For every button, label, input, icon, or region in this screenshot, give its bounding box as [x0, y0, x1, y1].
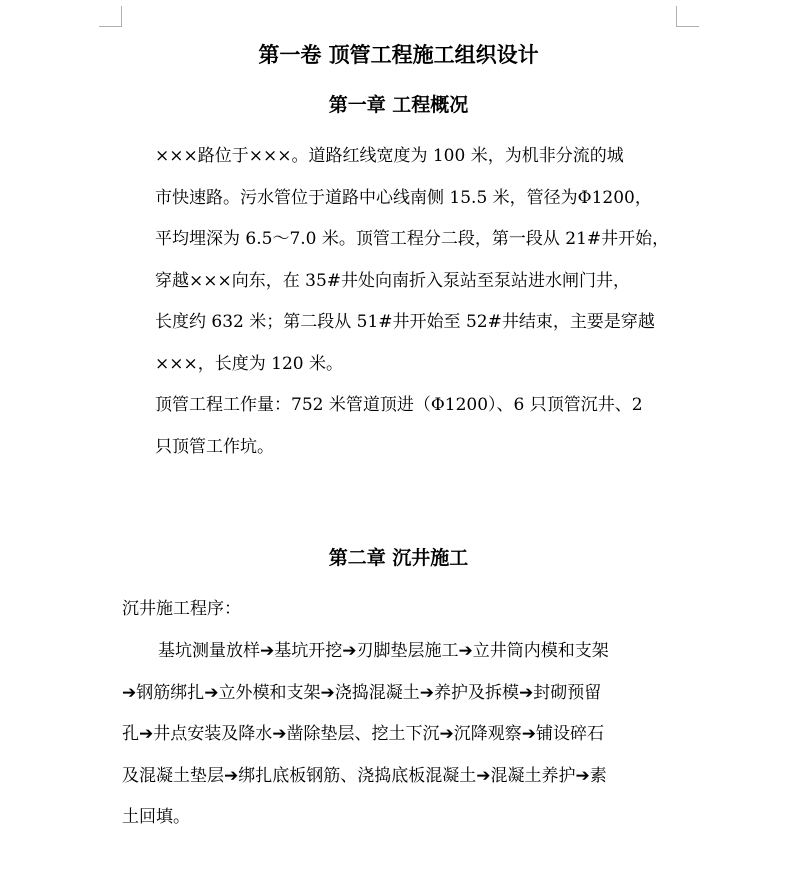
- text-line: 及混凝土垫层➔绑扎底板钢筋、浇捣底板混凝土➔混凝土养护➔素: [122, 765, 607, 786]
- text-line: 土回填。: [122, 807, 190, 827]
- chapter-2-procedure: [122, 631, 682, 839]
- text-line: 平均埋深为 6.5～7.0 米。顶管工程分二段，第一段从 21#井开始，: [155, 229, 670, 249]
- chapter-1-title: 第一章 工程概况: [328, 94, 469, 116]
- text-line: 穿越×××向东，在 35#井处向南折入泵站至泵站进水闸门井，: [155, 270, 631, 291]
- chapter-1-paragraph-1: [155, 136, 690, 385]
- text-line: 只顶管工作坑。: [155, 436, 274, 457]
- text-line: 市快速路。污水管位于道路中心线南侧 15.5 米，管径为Φ1200，: [155, 187, 652, 208]
- text-line: 顶管工程工作量：752 米管道顶进（Φ1200）、6 只顶管沉井、2: [155, 395, 643, 415]
- text-line: ×××，长度为 120 米。: [155, 353, 343, 374]
- page-corner-mark-right: [676, 6, 699, 27]
- text-line: ➔钢筋绑扎➔立外模和支架➔浇捣混凝土➔养护及拆模➔封砌预留: [122, 682, 602, 703]
- text-line: ×××路位于×××。道路红线宽度为 100 米，为机非分流的城: [155, 146, 624, 166]
- chapter-2-subheading: [122, 589, 682, 631]
- chapter-2-title: 第二章 沉井施工: [328, 547, 469, 569]
- volume-title: 第一卷 顶管工程施工组织设计: [258, 43, 539, 67]
- text-line: 孔➔井点安装及降水➔凿除垫层、挖土下沉➔沉降观察➔铺设碎石: [122, 724, 604, 744]
- text-line: 长度约 632 米；第二段从 51#井开始至 52#井结束，主要是穿越: [155, 312, 655, 332]
- text-line: 基坑测量放样➔基坑开挖➔刃脚垫层施工➔立井筒内模和支架: [158, 641, 609, 661]
- page-corner-mark-left: [99, 6, 122, 27]
- subheading-text: 沉井施工程序：: [122, 599, 241, 619]
- chapter-1-paragraph-2: [155, 385, 690, 468]
